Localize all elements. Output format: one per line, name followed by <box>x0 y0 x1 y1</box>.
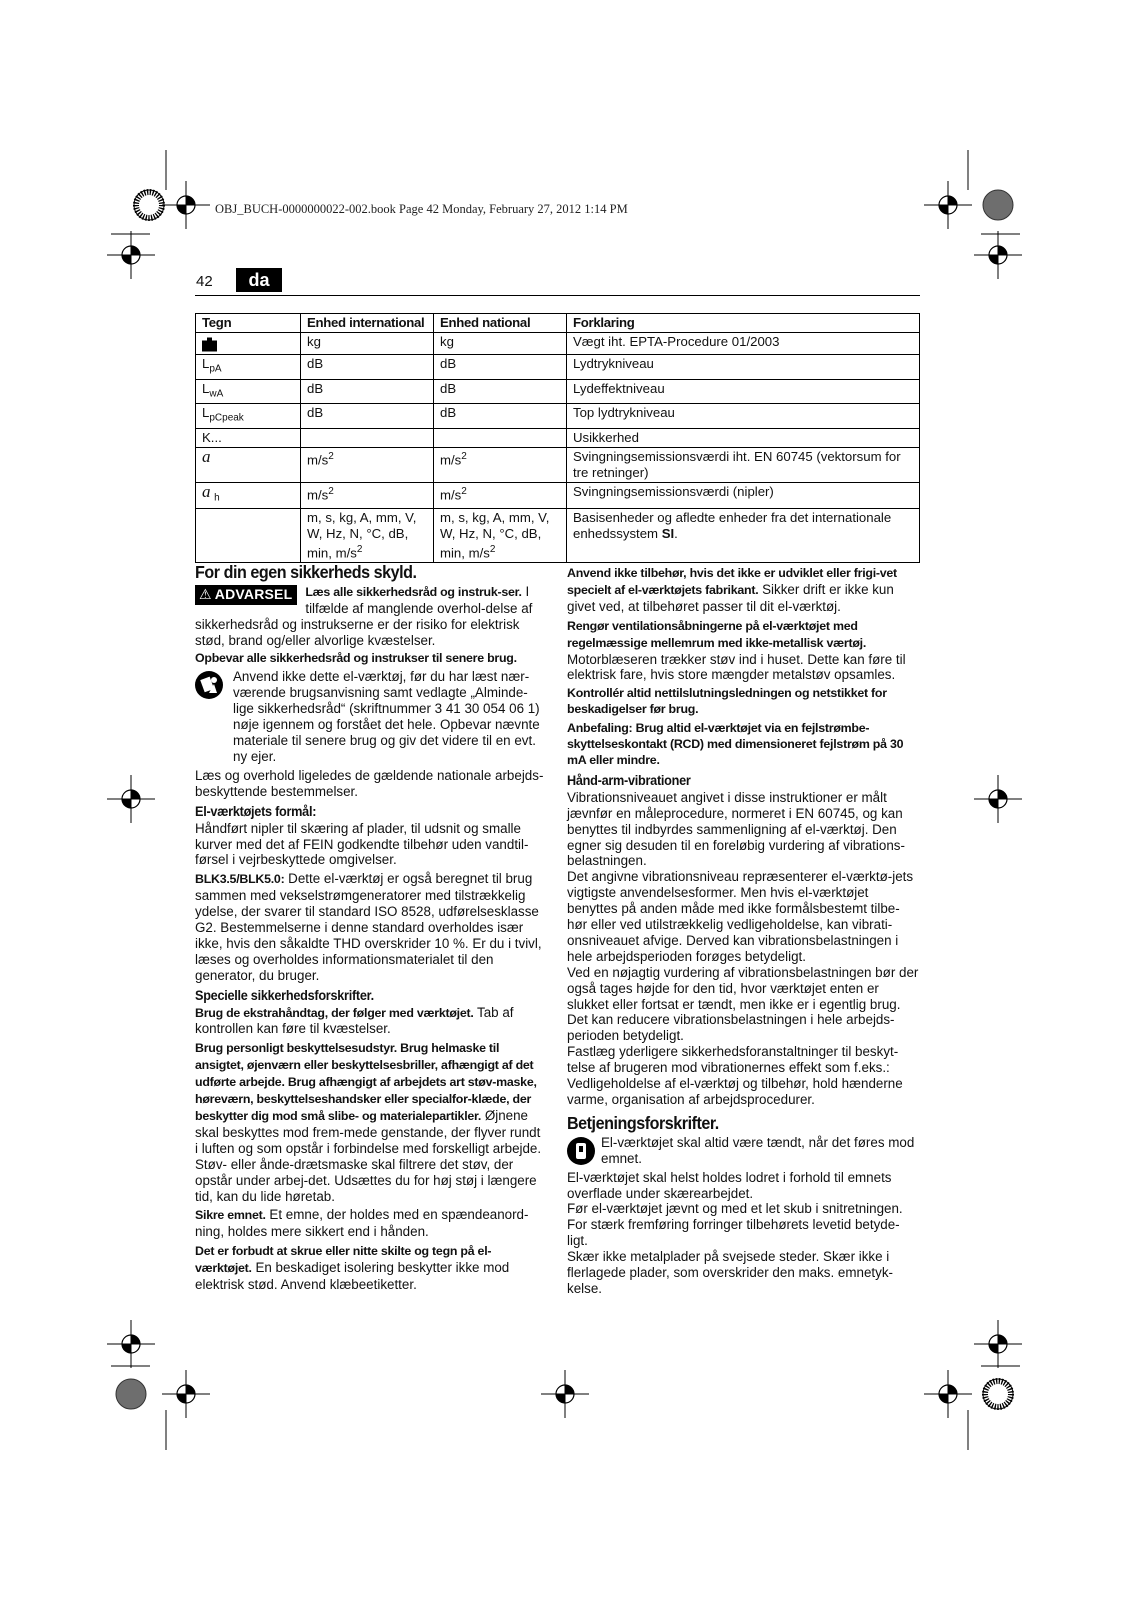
symbol-cell: $L_{pA}$ <box>196 355 301 380</box>
table-cell: dB <box>301 379 434 404</box>
vibration-heading: Hånd-arm-vibrationer <box>567 772 691 788</box>
operation-text: El-værktøjet skal helst holdes lodret i forhold til emnets overflade under skærearbejdet. <box>567 1169 892 1201</box>
table-cell: Svingningsemissionsværdi (nipler) <box>567 482 920 508</box>
table-cell: Svingningsemissionsværdi iht. EN 60745 (vektorsum for tre retninger) <box>567 447 920 482</box>
table-cell: $m/s^2$ <box>301 482 434 508</box>
table-cell: Lydeffektniveau <box>567 379 920 404</box>
safety-paragraph: Anvend ikke tilbehør, hvis det ikke er udviklet eller frigi-vet specielt af el-værktøjets fabrikant. Sikker drift er ikke kun givet ved, at tilbehøret passer til dit el-værktøj. <box>567 566 897 614</box>
table-cell: dB <box>301 404 434 429</box>
table-cell: dB <box>434 379 567 404</box>
table-cell: Top lydtrykniveau <box>567 404 920 429</box>
symbol-cell: a <box>196 447 301 482</box>
language-tab: da <box>236 268 282 292</box>
table-cell: $m/s^2$ <box>301 447 434 482</box>
table-row <box>196 447 920 482</box>
symbol-cell: a $_h$ <box>196 482 301 508</box>
table-cell: Basisenheder og afledte enheder fra det internationale enhedssystem SI. <box>567 508 920 562</box>
weight-icon <box>202 337 217 351</box>
table-cell <box>434 428 567 447</box>
operation-text: Skær ikke metalplader på svejsede steder. Skær ikke i flerlagede plader, som overskrider den maks. emnetyk-kelse. <box>567 1249 893 1296</box>
symbols-table <box>195 313 920 563</box>
table-cell: kg <box>434 333 567 355</box>
table-row <box>196 379 920 404</box>
table-row <box>196 355 920 380</box>
safety-paragraph: Brug personligt beskyttelsesudstyr. Brug helmaske til ansigtet, øjenværn eller beskyttelsesbriller, afhængigt af det udførte arbejde. Brug afhængigt af arbejdets art støv-maske, høreværn, beskyttelseshandsker eller specialfor-klæde, der beskytter dig mod små slibe- og materialepartikler. Øjnene skal beskyttes mod frem-mede genstande, der flyver rundt i luften og som opstår i forbindelse med forskelligt arbejde. Støv- eller ånde-drætsmaske skal filtrere det støv, der opstår under arbej-det. Udsættes du for høj støj i længere tid, kan du lide høretab. <box>195 1041 542 1204</box>
switch-on-icon <box>567 1137 595 1165</box>
table-cell: Usikkerhed <box>567 428 920 447</box>
purpose-text: Håndført nipler til skæring af plader, til udsnit og smalle kurver med det af FEIN godkendte tilbehør uden vandtil-førsel i vejrbeskyttede omgivelser. <box>195 820 529 868</box>
table-row <box>196 482 920 508</box>
table-row <box>196 404 920 429</box>
table-cell: Vægt iht. EPTA-Procedure 01/2003 <box>567 333 920 355</box>
col-header: Enhed international <box>301 314 434 333</box>
table-cell: $m/s^2$ <box>434 482 567 508</box>
table-cell: m, s, kg, A, mm, V, W, Hz, N, °C, dB, min, $m/s^2$ <box>301 508 434 562</box>
operation-text: Før el-værktøjet jævnt og med et let skub i snitretningen. For stærk fremføring forringer tilbehørets levetid betyde-ligt. <box>567 1201 903 1249</box>
vibration-text: Det angivne vibrationsniveau repræsenterer el-værktø-jets vigtigste anvendelsesformer. Men hvis el-værktøjet benyttes på anden måde med ikke formålsbestemt tilbe-hør eller ved utilstrækkelig vedligeholdelse, kan vibrati-onsniveauet afvige. Derved kan vibrationsbelastningen i hele arbejdsperioden forøges betydeligt. <box>567 869 914 964</box>
warning-badge: ⚠ ADVARSEL <box>195 585 297 605</box>
table-cell: $m/s^2$ <box>434 447 567 482</box>
safety-paragraph: Kontrollér altid nettilslutningsledningen og netstikket for beskadigelser før brug. <box>567 686 887 717</box>
vibration-text: Vibrationsniveauet angivet i disse instruktioner er målt jævnfør en måleprocedure, normeret i EN 60745, og kan benyttes til indbyrdes sammenligning af el-værktøj. Den egner sig desuden til en foreløbig vurdering af vibrations-belastningen. <box>567 789 905 869</box>
symbol-cell <box>196 508 301 562</box>
safety-paragraph: Anbefaling: Brug altid el-værktøjet via en fejlstrømbe-skyttelseskontakt (RCD) med dimensioneret fejlstrøm på 30 mA eller mindre. <box>567 721 904 767</box>
col-header: Tegn <box>196 314 301 333</box>
book-header-line: OBJ_BUCH-0000000022-002.book Page 42 Monday, February 27, 2012 1:14 PM <box>215 202 628 216</box>
warning-paragraph <box>195 584 547 649</box>
safety-paragraph: Rengør ventilationsåbningerne på el-værktøjet med regelmæssige mellemrum med ikke-metallisk værtøj. Motorblæseren trækker støv ind i huset. Dette kan føre til elektrisk fare, hvis store mængder metalstøv opsamles. <box>567 618 906 683</box>
section-title-safety: For din egen sikkerheds skyld. <box>195 562 417 582</box>
keep-instructions: Opbevar alle sikkerhedsråd og instrukser til senere brug. <box>195 650 517 665</box>
page-number: 42 <box>196 273 213 290</box>
table-cell: dB <box>434 355 567 380</box>
table-cell: m, s, kg, A, mm, V, W, Hz, N, °C, dB, min, $m/s^2$ <box>434 508 567 562</box>
table-row <box>196 428 920 447</box>
purpose-heading: El-værktøjets formål: <box>195 803 317 819</box>
read-manual-icon <box>195 671 223 699</box>
safety-paragraph: Det er forbudt at skrue eller nitte skilte og tegn på el-værktøjet. En beskadiget isolering beskytter ikke mod elektrisk stød. Anvend klæbeetiketter. <box>195 1244 510 1293</box>
table-cell: kg <box>301 333 434 355</box>
table-cell: Lydtrykniveau <box>567 355 920 380</box>
top-rule <box>195 295 920 296</box>
warning-triangle-icon: ⚠ <box>199 585 212 602</box>
col-header: Forklaring <box>567 314 920 333</box>
table-cell: dB <box>301 355 434 380</box>
section-title-operation: Betjeningsforskrifter. <box>567 1112 719 1133</box>
operation-icon-paragraph: El-værktøjet skal altid være tændt, når det føres mod emnet. <box>567 1135 919 1167</box>
right-column <box>567 565 919 1300</box>
blk-paragraph: BLK3.5/BLK5.0: Dette el-værktøj er også beregnet til brug sammen med vekselstrømgeneratorer med tilstrækkelig ydelse, der svarer til standard ISO 8528, udførelsesklasse G2. Bestemmelserne i denne standard overholdes især ikke, hvis den såkaldte THD overskrider 10 %. Er du i tvivl, læses og overholdes informationsmaterialet til den generator, du bruger. <box>195 871 542 983</box>
warning-text: I tilfælde af manglende overhol-delse af sikkerhedsråd og instrukserne er der risiko for elektrisk stød, brand og/eller alvorlige kvæstelser. <box>195 583 533 648</box>
table-header-row <box>196 314 920 333</box>
manual-paragraph: Anvend ikke dette el-værktøj, før du har læst nær-værende brugsanvisning samt vedlagte „Alminde-lige sikkerhedsråd“ (skriftnummer 3 41 30 054 06 1) nøje igennem og forstået det hele. Opbevar nævnte materiale til senere brug og giv det videre til en evt. ny ejer. <box>195 669 547 764</box>
warning-bold: Læs alle sikkerhedsråd og instruk-ser. <box>305 584 522 599</box>
special-safety-heading: Specielle sikkerhedsforskrifter. <box>195 987 374 1003</box>
vibration-text: Fastlæg yderligere sikkerhedsforanstaltninger til beskyt-telse af brugeren mod vibrationernes effekt som f.eks.: Vedligeholdelse af el-værktøj og tilbehør, hold hænderne varme, organisation af arbejdsprocedurer. <box>567 1044 903 1107</box>
table-cell: dB <box>434 404 567 429</box>
table-row <box>196 508 920 562</box>
symbol-cell: K... <box>196 428 301 447</box>
table-cell <box>301 428 434 447</box>
table-row <box>196 333 920 355</box>
col-header: Enhed national <box>434 314 567 333</box>
symbol-cell: $L_{pCpeak}$ <box>196 404 301 429</box>
left-column <box>195 562 547 1296</box>
safety-paragraph: Brug de ekstrahåndtag, der følger med værktøjet. Tab af kontrollen kan føre til kvæstelser. <box>195 1004 514 1037</box>
symbol-cell: $L_{wA}$ <box>196 379 301 404</box>
regulations-text: Læs og overhold ligeledes de gældende nationale arbejds-beskyttende bestemmelser. <box>195 767 544 799</box>
vibration-text: Ved en nøjagtig vurdering af vibrationsbelastningen bør der også tages højde for den tid, hvor værktøjet enten er slukket eller fortsat er tændt, men ikke er i egentlig brug. Det kan reducere vibrationsbelastningen i hele arbejds-perioden betydeligt. <box>567 964 919 1044</box>
safety-paragraph: Sikre emnet. Et emne, der holdes med en spændeanord-ning, holdes mere sikkert end i hånden. <box>195 1207 529 1240</box>
